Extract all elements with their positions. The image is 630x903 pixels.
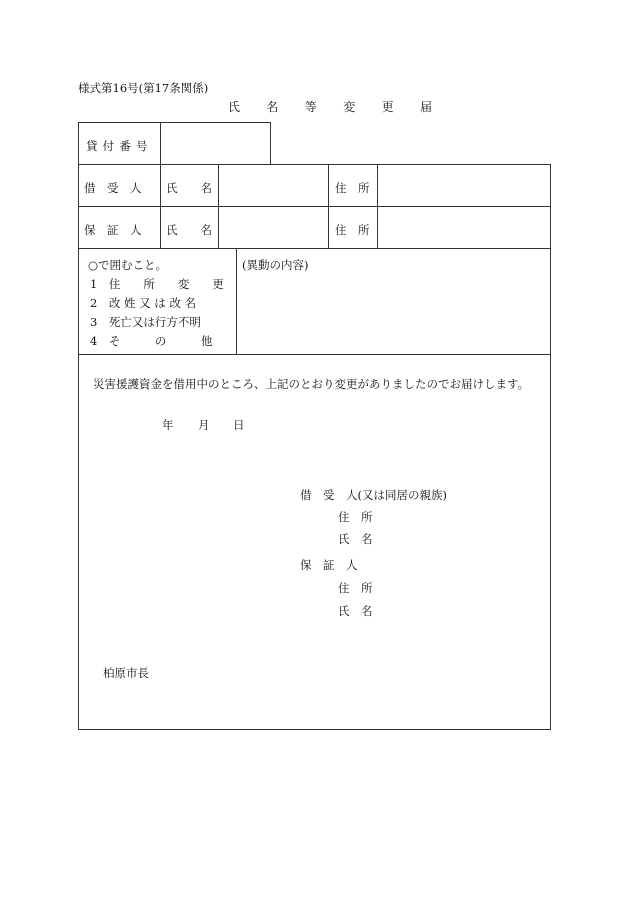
borrower-name-field[interactable] (220, 166, 326, 205)
option-item-4[interactable]: 4 そ の 他 (90, 334, 213, 348)
change-details-label: (異動の内容) (242, 258, 309, 272)
option-item-1[interactable]: 1 住 所 変 更 (90, 277, 224, 291)
option-item-3[interactable]: 3 死亡又は行方不明 (90, 315, 201, 329)
signature-guarantor-address: 住 所 (338, 581, 373, 595)
guarantor-address-label: 住 所 (335, 223, 370, 237)
statement-text: 災害援護資金を借用中のところ、上記のとおり変更がありましたのでお届けします。 (93, 377, 530, 391)
options-instruction: ○で囲むこと。 (88, 258, 168, 272)
date-day: 日 (233, 418, 245, 432)
signature-guarantor-heading: 保 証 人 (300, 558, 358, 572)
borrower-label: 借 受 人 (84, 181, 142, 195)
page-title: 氏 名 等 変 更 届 (228, 100, 440, 114)
change-details-field[interactable] (238, 276, 549, 352)
borrower-address-label: 住 所 (335, 181, 370, 195)
date-month: 月 (198, 418, 210, 432)
signature-borrower-heading: 借 受 人(又は同居の親族) (300, 488, 447, 502)
borrower-address-field[interactable] (379, 166, 549, 205)
borrower-name-label: 氏 名 (166, 181, 212, 195)
loan-number-label: 貸付番号 (86, 139, 153, 153)
guarantor-label: 保 証 人 (84, 223, 142, 237)
signature-borrower-address: 住 所 (338, 510, 373, 524)
loan-number-field[interactable] (162, 124, 269, 163)
guarantor-name-label: 氏 名 (166, 223, 212, 237)
form-number: 様式第16号(第17条関係) (78, 81, 209, 95)
date-year: 年 (162, 418, 174, 432)
signature-borrower-name: 氏 名 (338, 532, 373, 546)
signature-guarantor-name: 氏 名 (338, 604, 373, 618)
guarantor-address-field[interactable] (379, 208, 549, 247)
addressee: 柏原市長 (103, 666, 149, 680)
option-item-2[interactable]: 2 改 姓 又 は 改 名 (90, 296, 197, 310)
guarantor-name-field[interactable] (220, 208, 326, 247)
